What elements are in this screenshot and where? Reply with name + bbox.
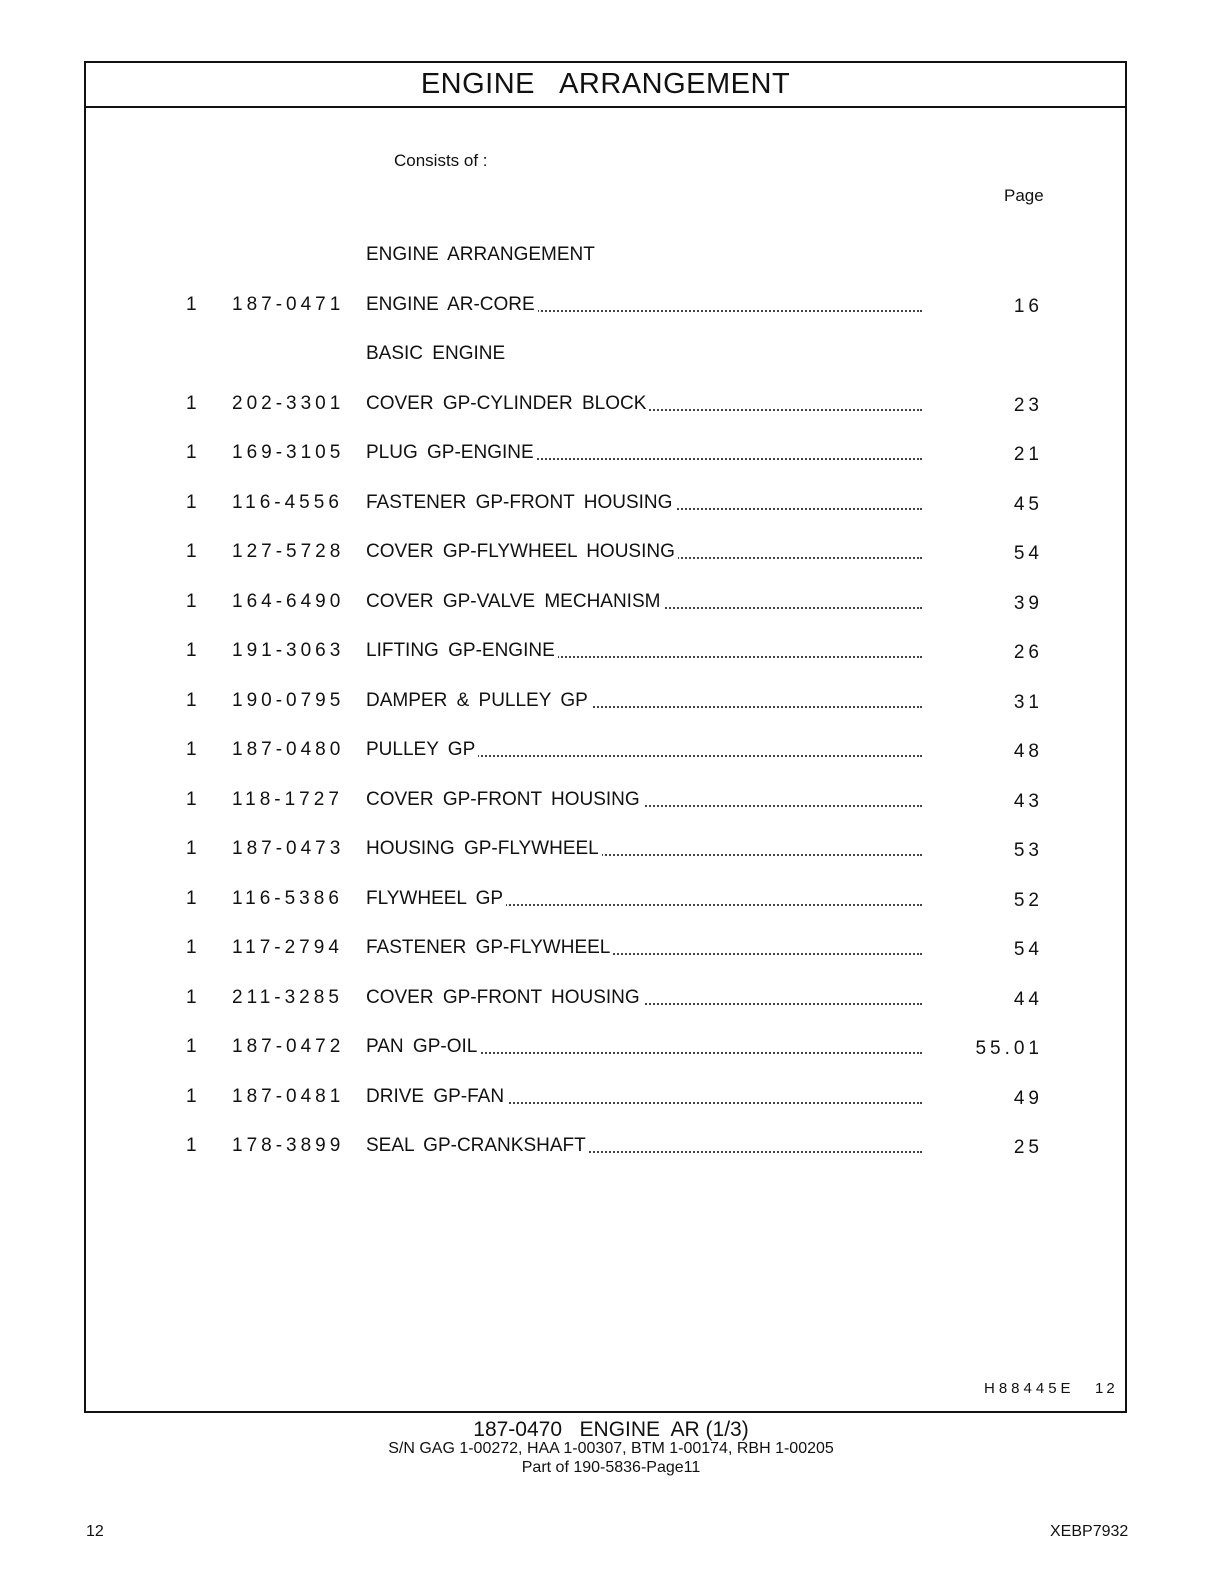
page-reference: 44 bbox=[1013, 988, 1043, 1010]
page-reference: 16 bbox=[1013, 295, 1043, 317]
part-number: 191-3063 bbox=[232, 640, 345, 661]
quantity: 1 bbox=[186, 887, 199, 909]
part-number: 190-0795 bbox=[232, 689, 345, 711]
footer-title: 187-0470 ENGINE AR (1/3) bbox=[473, 1418, 749, 1441]
section-heading: ENGINE ARRANGEMENT bbox=[366, 240, 922, 270]
part-description: DAMPER & PULLEY GP bbox=[366, 686, 922, 716]
table-row bbox=[86, 438, 1129, 468]
part-number: 187-0481 bbox=[232, 1085, 345, 1107]
page-reference: 23 bbox=[1013, 394, 1043, 416]
part-number: 178-3899 bbox=[232, 1135, 345, 1156]
part-number: 116-5386 bbox=[232, 887, 343, 909]
page-reference: 31 bbox=[1013, 691, 1043, 713]
section-heading-row bbox=[86, 339, 1129, 369]
part-number: 211-3285 bbox=[232, 986, 343, 1008]
table-row bbox=[86, 884, 1129, 914]
part-description: PAN GP-OIL bbox=[366, 1032, 922, 1062]
part-description: FLYWHEEL GP bbox=[366, 884, 922, 914]
table-row bbox=[86, 488, 1129, 518]
part-number: 116-4556 bbox=[232, 491, 343, 513]
document-id: XEBP7932 bbox=[1050, 1523, 1129, 1540]
page-number: 12 bbox=[86, 1523, 104, 1540]
section-heading: BASIC ENGINE bbox=[366, 339, 922, 369]
part-description: COVER GP-FLYWHEEL HOUSING bbox=[366, 537, 922, 567]
part-description: PULLEY GP bbox=[366, 735, 922, 765]
page-reference: 45 bbox=[1013, 493, 1043, 515]
box-page-number: 12 bbox=[1095, 1380, 1118, 1397]
part-description: COVER GP-CYLINDER BLOCK bbox=[366, 389, 922, 419]
quantity: 1 bbox=[186, 640, 199, 661]
quantity: 1 bbox=[186, 392, 199, 414]
page-column-header: Page bbox=[1004, 186, 1044, 205]
table-row bbox=[86, 389, 1129, 419]
table-row bbox=[86, 834, 1129, 864]
consists-of-label: Consists of : bbox=[394, 151, 488, 170]
part-number: 169-3105 bbox=[232, 442, 345, 463]
part-number: 118-1727 bbox=[232, 788, 343, 810]
quantity: 1 bbox=[186, 1085, 199, 1107]
footer-serials: S/N GAG 1-00272, HAA 1-00307, BTM 1-00174, RBH 1-00205 bbox=[388, 1440, 834, 1457]
part-description: FASTENER GP-FRONT HOUSING bbox=[366, 488, 922, 518]
illustration-code: H88445E bbox=[984, 1380, 1075, 1397]
part-description: LIFTING GP-ENGINE bbox=[366, 636, 922, 666]
table-row bbox=[86, 983, 1129, 1013]
page-reference: 39 bbox=[1013, 592, 1043, 614]
part-description: COVER GP-VALVE MECHANISM bbox=[366, 587, 922, 617]
part-number: 202-3301 bbox=[232, 392, 345, 414]
page-reference: 55.01 bbox=[975, 1038, 1043, 1059]
part-number: 187-0471 bbox=[232, 293, 345, 315]
page-reference: 49 bbox=[1013, 1087, 1043, 1109]
page-reference: 43 bbox=[1013, 790, 1043, 812]
quantity: 1 bbox=[186, 937, 199, 958]
part-number: 187-0480 bbox=[232, 739, 345, 760]
table-row bbox=[86, 686, 1129, 716]
quantity: 1 bbox=[186, 689, 199, 711]
section-heading-row bbox=[86, 240, 1129, 270]
page-title: ENGINE ARRANGEMENT bbox=[86, 63, 1125, 108]
table-row bbox=[86, 735, 1129, 765]
part-description: ENGINE AR-CORE bbox=[366, 290, 922, 320]
part-description: FASTENER GP-FLYWHEEL bbox=[366, 933, 922, 963]
part-description: COVER GP-FRONT HOUSING bbox=[366, 983, 922, 1013]
quantity: 1 bbox=[186, 541, 199, 562]
table-row bbox=[86, 537, 1129, 567]
page-reference: 52 bbox=[1013, 889, 1043, 911]
table-row bbox=[86, 1082, 1129, 1112]
table-row bbox=[86, 587, 1129, 617]
table-row bbox=[86, 636, 1129, 666]
part-number: 187-0472 bbox=[232, 1036, 345, 1057]
footer-part-of: Part of 190-5836-Page11 bbox=[521, 1459, 701, 1476]
table-row bbox=[86, 1131, 1129, 1161]
part-number: 187-0473 bbox=[232, 838, 345, 859]
quantity: 1 bbox=[186, 1036, 199, 1057]
part-description: HOUSING GP-FLYWHEEL bbox=[366, 834, 922, 864]
page-reference: 25 bbox=[1013, 1137, 1043, 1158]
quantity: 1 bbox=[186, 491, 199, 513]
page-reference: 26 bbox=[1013, 642, 1043, 663]
table-row bbox=[86, 785, 1129, 815]
quantity: 1 bbox=[186, 739, 199, 760]
page-reference: 54 bbox=[1013, 543, 1043, 564]
quantity: 1 bbox=[186, 788, 199, 810]
part-description: DRIVE GP-FAN bbox=[366, 1082, 922, 1112]
part-number: 127-5728 bbox=[232, 541, 345, 562]
part-description: COVER GP-FRONT HOUSING bbox=[366, 785, 922, 815]
table-row bbox=[86, 933, 1129, 963]
page-reference: 54 bbox=[1013, 939, 1043, 960]
quantity: 1 bbox=[186, 986, 199, 1008]
quantity: 1 bbox=[186, 442, 199, 463]
table-row bbox=[86, 1032, 1129, 1062]
quantity: 1 bbox=[186, 838, 199, 859]
quantity: 1 bbox=[186, 1135, 199, 1156]
quantity: 1 bbox=[186, 293, 199, 315]
page-reference: 53 bbox=[1013, 840, 1043, 861]
part-description: PLUG GP-ENGINE bbox=[366, 438, 922, 468]
table-row bbox=[86, 290, 1129, 320]
page-reference: 21 bbox=[1013, 444, 1043, 465]
parts-list-frame bbox=[84, 61, 1127, 1413]
quantity: 1 bbox=[186, 590, 199, 612]
part-description: SEAL GP-CRANKSHAFT bbox=[366, 1131, 922, 1161]
page-reference: 48 bbox=[1013, 741, 1043, 762]
part-number: 164-6490 bbox=[232, 590, 345, 612]
part-number: 117-2794 bbox=[232, 937, 343, 958]
